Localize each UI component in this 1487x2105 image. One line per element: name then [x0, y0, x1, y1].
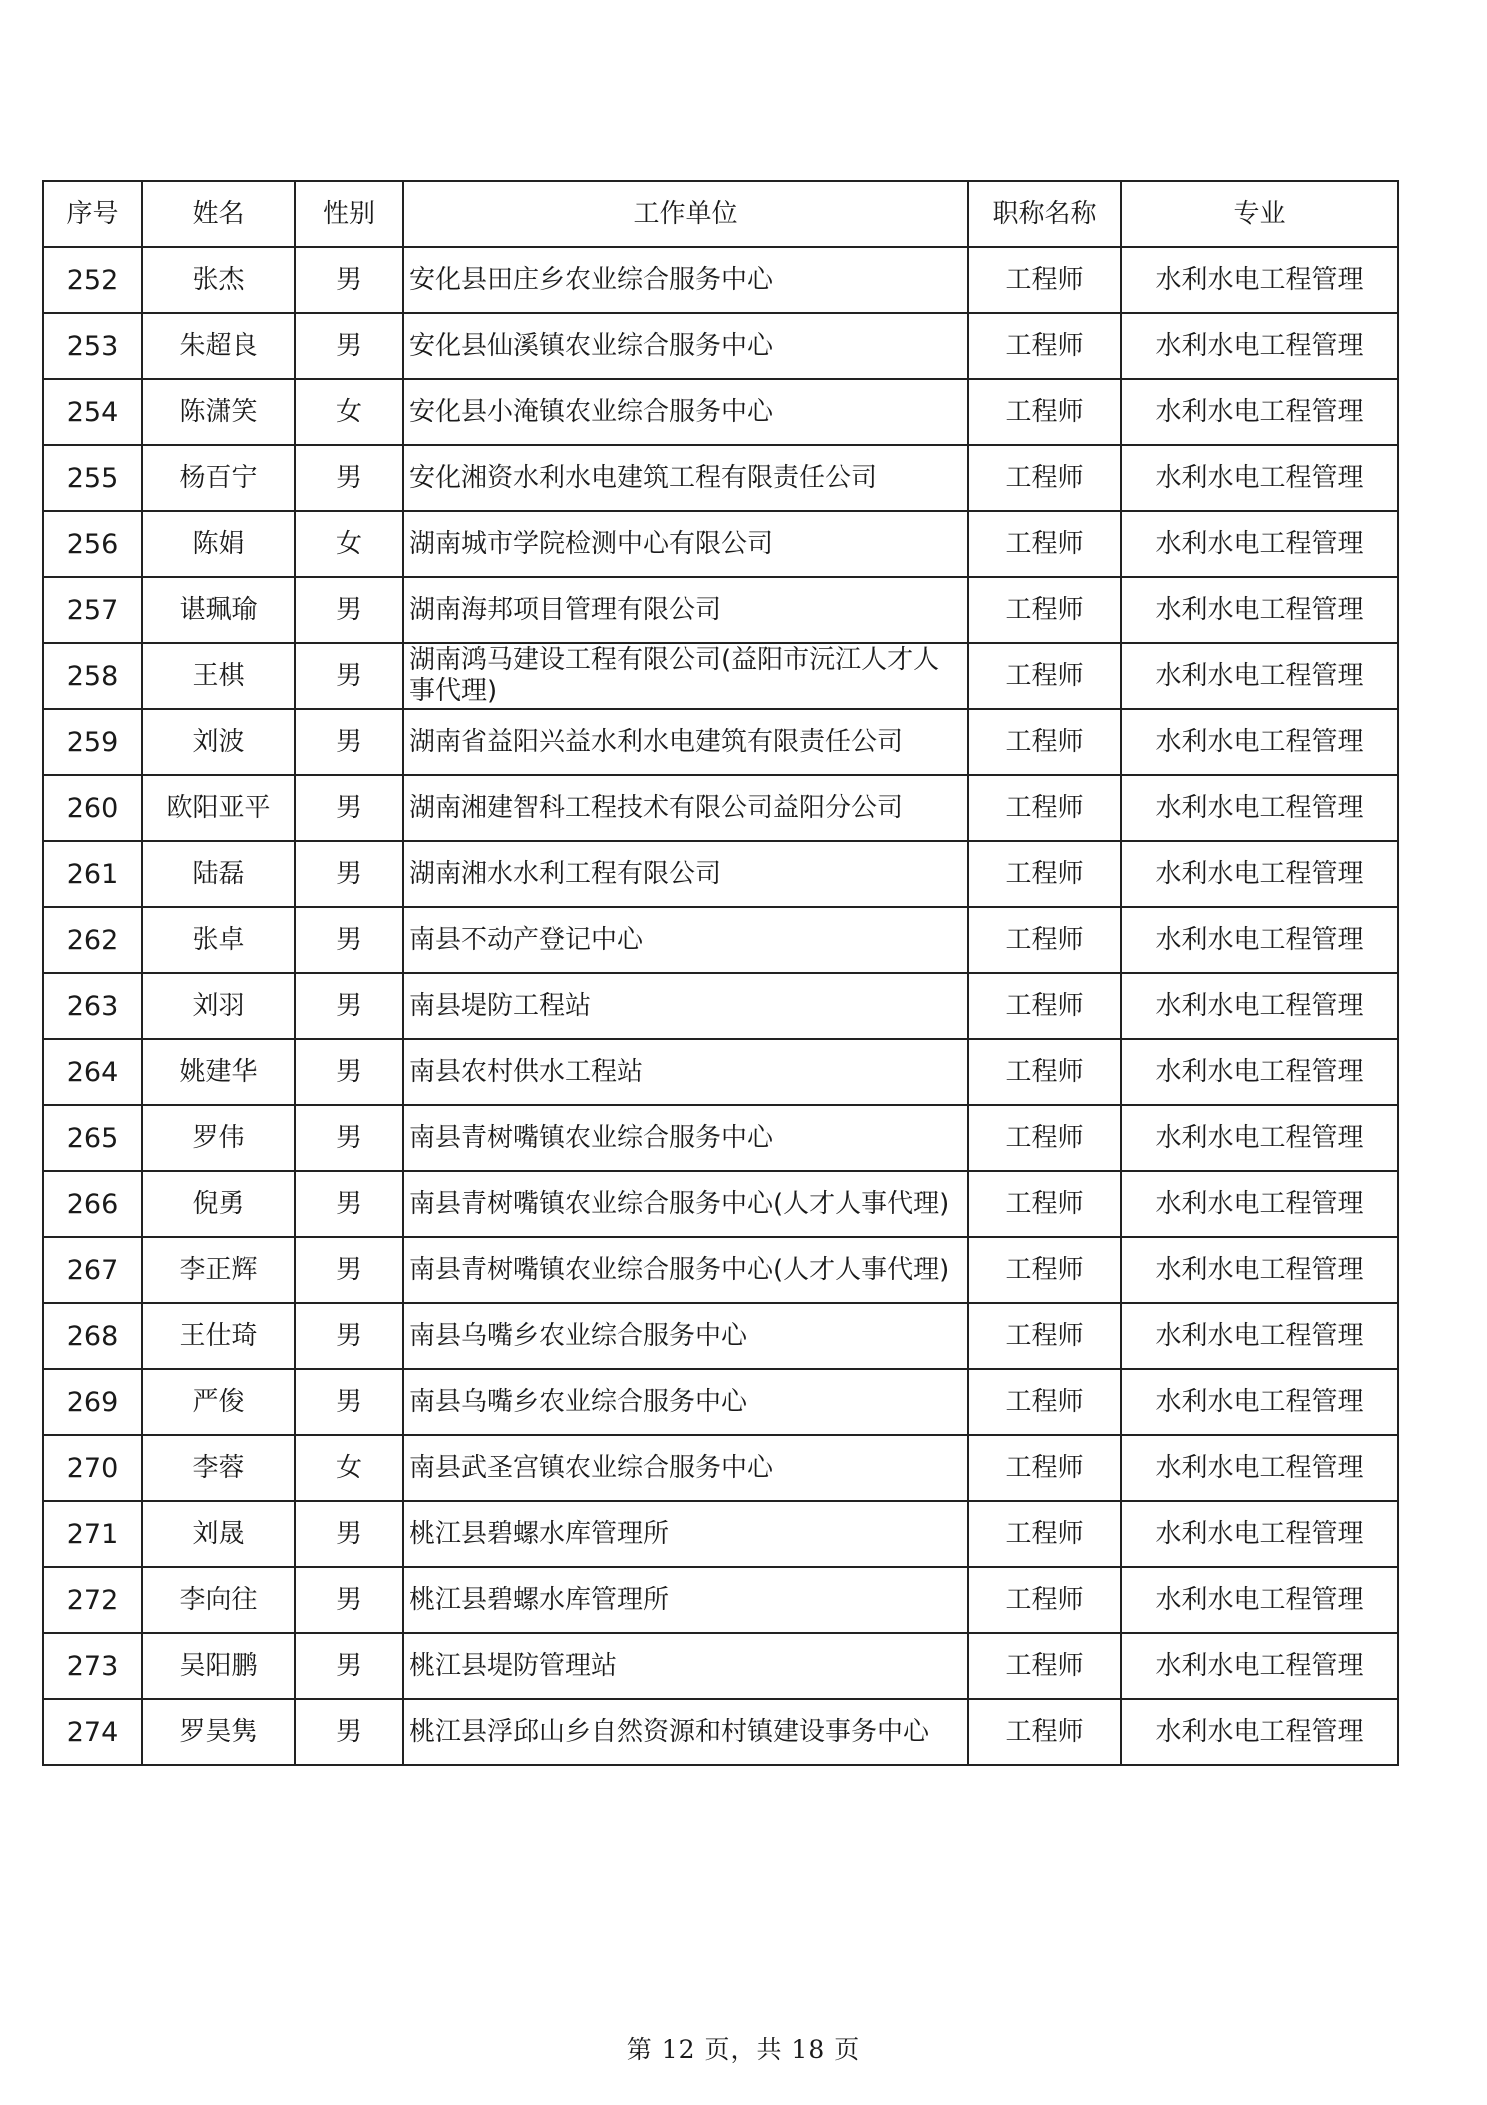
cell-gender: 男 — [295, 973, 403, 1039]
cell-name: 王棋 — [142, 643, 295, 709]
cell-major: 水利水电工程管理 — [1121, 577, 1398, 643]
table-row — [43, 643, 1398, 709]
table-row — [43, 445, 1398, 511]
cell-index: 267 — [43, 1237, 142, 1303]
cell-name: 朱超良 — [142, 313, 295, 379]
cell-title: 工程师 — [968, 379, 1121, 445]
cell-index: 252 — [43, 247, 142, 313]
cell-index: 265 — [43, 1105, 142, 1171]
cell-work-unit: 南县农村供水工程站 — [403, 1039, 968, 1105]
cell-index: 263 — [43, 973, 142, 1039]
cell-work-unit: 南县武圣宫镇农业综合服务中心 — [403, 1435, 968, 1501]
cell-index: 270 — [43, 1435, 142, 1501]
cell-gender: 男 — [295, 1237, 403, 1303]
cell-name: 欧阳亚平 — [142, 775, 295, 841]
cell-title: 工程师 — [968, 313, 1121, 379]
cell-index: 254 — [43, 379, 142, 445]
cell-gender: 男 — [295, 775, 403, 841]
cell-work-unit: 安化县仙溪镇农业综合服务中心 — [403, 313, 968, 379]
cell-gender: 男 — [295, 1567, 403, 1633]
cell-gender: 女 — [295, 511, 403, 577]
cell-index: 266 — [43, 1171, 142, 1237]
cell-major: 水利水电工程管理 — [1121, 511, 1398, 577]
cell-name: 姚建华 — [142, 1039, 295, 1105]
cell-gender: 女 — [295, 379, 403, 445]
cell-major: 水利水电工程管理 — [1121, 1369, 1398, 1435]
table-row — [43, 1105, 1398, 1171]
cell-work-unit: 桃江县碧螺水库管理所 — [403, 1501, 968, 1567]
cell-gender: 男 — [295, 1105, 403, 1171]
cell-index: 273 — [43, 1633, 142, 1699]
cell-title: 工程师 — [968, 1567, 1121, 1633]
table-row — [43, 841, 1398, 907]
table-row — [43, 709, 1398, 775]
cell-major: 水利水电工程管理 — [1121, 1237, 1398, 1303]
header-work-unit: 工作单位 — [403, 181, 968, 247]
cell-work-unit: 桃江县堤防管理站 — [403, 1633, 968, 1699]
table-row — [43, 313, 1398, 379]
table-row — [43, 247, 1398, 313]
cell-work-unit: 湖南城市学院检测中心有限公司 — [403, 511, 968, 577]
cell-name: 李正辉 — [142, 1237, 295, 1303]
cell-index: 262 — [43, 907, 142, 973]
cell-work-unit: 湖南湘水水利工程有限公司 — [403, 841, 968, 907]
table-row — [43, 1567, 1398, 1633]
cell-work-unit: 南县青树嘴镇农业综合服务中心(人才人事代理) — [403, 1171, 968, 1237]
cell-major: 水利水电工程管理 — [1121, 1633, 1398, 1699]
cell-major: 水利水电工程管理 — [1121, 1105, 1398, 1171]
cell-name: 刘波 — [142, 709, 295, 775]
cell-gender: 男 — [295, 1171, 403, 1237]
cell-title: 工程师 — [968, 445, 1121, 511]
cell-index: 264 — [43, 1039, 142, 1105]
cell-work-unit: 南县乌嘴乡农业综合服务中心 — [403, 1303, 968, 1369]
cell-title: 工程师 — [968, 1105, 1121, 1171]
page-footer: 第 12 页，共 18 页 — [626, 2035, 861, 2064]
cell-title: 工程师 — [968, 709, 1121, 775]
table-row — [43, 511, 1398, 577]
cell-name: 王仕琦 — [142, 1303, 295, 1369]
cell-title: 工程师 — [968, 1699, 1121, 1765]
cell-name: 陆磊 — [142, 841, 295, 907]
table-row — [43, 1633, 1398, 1699]
cell-major: 水利水电工程管理 — [1121, 709, 1398, 775]
cell-work-unit: 南县不动产登记中心 — [403, 907, 968, 973]
cell-name: 张卓 — [142, 907, 295, 973]
cell-name: 罗昊隽 — [142, 1699, 295, 1765]
cell-name: 刘羽 — [142, 973, 295, 1039]
cell-major: 水利水电工程管理 — [1121, 1567, 1398, 1633]
table-row — [43, 1303, 1398, 1369]
cell-title: 工程师 — [968, 1633, 1121, 1699]
cell-title: 工程师 — [968, 841, 1121, 907]
cell-work-unit: 湖南省益阳兴益水利水电建筑有限责任公司 — [403, 709, 968, 775]
cell-major: 水利水电工程管理 — [1121, 1435, 1398, 1501]
cell-index: 261 — [43, 841, 142, 907]
table-header-row — [43, 181, 1398, 247]
cell-title: 工程师 — [968, 511, 1121, 577]
cell-major: 水利水电工程管理 — [1121, 1171, 1398, 1237]
cell-title: 工程师 — [968, 643, 1121, 709]
table-row — [43, 907, 1398, 973]
cell-title: 工程师 — [968, 775, 1121, 841]
cell-name: 张杰 — [142, 247, 295, 313]
cell-work-unit: 湖南鸿马建设工程有限公司(益阳市沅江人才人事代理) — [403, 643, 968, 709]
cell-work-unit: 安化湘资水利水电建筑工程有限责任公司 — [403, 445, 968, 511]
cell-major: 水利水电工程管理 — [1121, 643, 1398, 709]
cell-gender: 女 — [295, 1435, 403, 1501]
cell-index: 256 — [43, 511, 142, 577]
personnel-table — [42, 180, 1399, 1766]
cell-title: 工程师 — [968, 907, 1121, 973]
header-index: 序号 — [43, 181, 142, 247]
cell-gender: 男 — [295, 1699, 403, 1765]
cell-index: 253 — [43, 313, 142, 379]
cell-gender: 男 — [295, 709, 403, 775]
table-row — [43, 1369, 1398, 1435]
cell-index: 258 — [43, 643, 142, 709]
cell-major: 水利水电工程管理 — [1121, 841, 1398, 907]
table-row — [43, 1435, 1398, 1501]
cell-name: 陈娟 — [142, 511, 295, 577]
cell-work-unit: 桃江县碧螺水库管理所 — [403, 1567, 968, 1633]
cell-index: 255 — [43, 445, 142, 511]
cell-gender: 男 — [295, 1039, 403, 1105]
cell-work-unit: 南县堤防工程站 — [403, 973, 968, 1039]
cell-major: 水利水电工程管理 — [1121, 775, 1398, 841]
table-row — [43, 379, 1398, 445]
table-row — [43, 1039, 1398, 1105]
cell-title: 工程师 — [968, 973, 1121, 1039]
cell-name: 李蓉 — [142, 1435, 295, 1501]
cell-gender: 男 — [295, 643, 403, 709]
header-title: 职称名称 — [968, 181, 1121, 247]
cell-work-unit: 南县青树嘴镇农业综合服务中心(人才人事代理) — [403, 1237, 968, 1303]
cell-work-unit: 湖南海邦项目管理有限公司 — [403, 577, 968, 643]
table-row — [43, 1237, 1398, 1303]
cell-name: 杨百宁 — [142, 445, 295, 511]
cell-gender: 男 — [295, 445, 403, 511]
cell-major: 水利水电工程管理 — [1121, 1501, 1398, 1567]
cell-major: 水利水电工程管理 — [1121, 445, 1398, 511]
cell-index: 257 — [43, 577, 142, 643]
cell-index: 272 — [43, 1567, 142, 1633]
cell-title: 工程师 — [968, 1171, 1121, 1237]
header-gender: 性别 — [295, 181, 403, 247]
cell-major: 水利水电工程管理 — [1121, 1699, 1398, 1765]
cell-major: 水利水电工程管理 — [1121, 379, 1398, 445]
cell-gender: 男 — [295, 1303, 403, 1369]
cell-name: 谌珮瑜 — [142, 577, 295, 643]
cell-title: 工程师 — [968, 1435, 1121, 1501]
cell-gender: 男 — [295, 313, 403, 379]
cell-title: 工程师 — [968, 1237, 1121, 1303]
cell-work-unit: 南县乌嘴乡农业综合服务中心 — [403, 1369, 968, 1435]
cell-title: 工程师 — [968, 577, 1121, 643]
cell-gender: 男 — [295, 1633, 403, 1699]
cell-index: 271 — [43, 1501, 142, 1567]
cell-major: 水利水电工程管理 — [1121, 247, 1398, 313]
cell-work-unit: 安化县小淹镇农业综合服务中心 — [403, 379, 968, 445]
cell-index: 268 — [43, 1303, 142, 1369]
cell-name: 罗伟 — [142, 1105, 295, 1171]
cell-index: 259 — [43, 709, 142, 775]
cell-name: 严俊 — [142, 1369, 295, 1435]
header-major: 专业 — [1121, 181, 1398, 247]
cell-index: 274 — [43, 1699, 142, 1765]
cell-name: 陈潇笑 — [142, 379, 295, 445]
table-row — [43, 1501, 1398, 1567]
cell-title: 工程师 — [968, 1303, 1121, 1369]
cell-name: 吴阳鹏 — [142, 1633, 295, 1699]
cell-gender: 男 — [295, 1369, 403, 1435]
cell-gender: 男 — [295, 841, 403, 907]
cell-major: 水利水电工程管理 — [1121, 973, 1398, 1039]
cell-work-unit: 湖南湘建智科工程技术有限公司益阳分公司 — [403, 775, 968, 841]
cell-work-unit: 南县青树嘴镇农业综合服务中心 — [403, 1105, 968, 1171]
cell-index: 260 — [43, 775, 142, 841]
table-row — [43, 775, 1398, 841]
cell-name: 李向往 — [142, 1567, 295, 1633]
cell-title: 工程师 — [968, 1501, 1121, 1567]
header-name: 姓名 — [142, 181, 295, 247]
cell-name: 倪勇 — [142, 1171, 295, 1237]
cell-gender: 男 — [295, 1501, 403, 1567]
table-row — [43, 1171, 1398, 1237]
table-row — [43, 973, 1398, 1039]
cell-major: 水利水电工程管理 — [1121, 1039, 1398, 1105]
cell-gender: 男 — [295, 907, 403, 973]
cell-major: 水利水电工程管理 — [1121, 1303, 1398, 1369]
cell-gender: 男 — [295, 247, 403, 313]
cell-index: 269 — [43, 1369, 142, 1435]
cell-name: 刘晟 — [142, 1501, 295, 1567]
table-row — [43, 1699, 1398, 1765]
cell-title: 工程师 — [968, 1039, 1121, 1105]
table-body — [43, 247, 1398, 1765]
cell-major: 水利水电工程管理 — [1121, 907, 1398, 973]
cell-work-unit: 安化县田庄乡农业综合服务中心 — [403, 247, 968, 313]
table-row — [43, 577, 1398, 643]
cell-gender: 男 — [295, 577, 403, 643]
cell-title: 工程师 — [968, 1369, 1121, 1435]
cell-work-unit: 桃江县浮邱山乡自然资源和村镇建设事务中心 — [403, 1699, 968, 1765]
cell-title: 工程师 — [968, 247, 1121, 313]
cell-major: 水利水电工程管理 — [1121, 313, 1398, 379]
